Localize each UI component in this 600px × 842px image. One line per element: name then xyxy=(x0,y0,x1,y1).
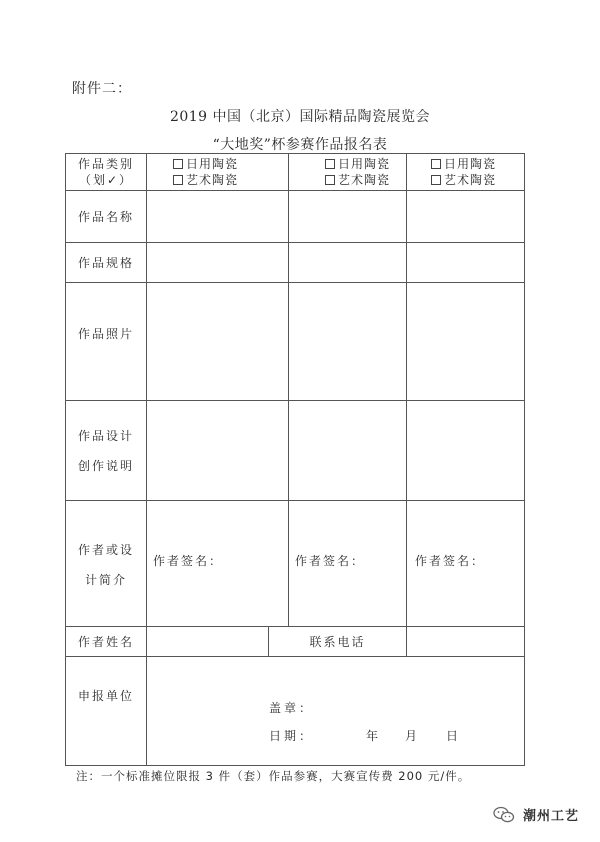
option-label: 日用陶瓷 xyxy=(186,157,239,171)
category-option-art[interactable] xyxy=(407,172,524,188)
seal-label: 盖章： xyxy=(269,701,315,715)
year-label: 年 xyxy=(366,729,382,743)
category-label xyxy=(66,154,147,191)
category-label-line2: （划✓） xyxy=(78,173,134,187)
designer-bio-field[interactable] xyxy=(407,501,525,627)
designer-bio-field[interactable] xyxy=(289,501,407,627)
option-label: 艺术陶瓷 xyxy=(186,173,239,187)
document-subtitle: “大地奖”杯参赛作品报名表 xyxy=(212,137,388,153)
category-option-art[interactable] xyxy=(289,172,406,188)
work-spec-row xyxy=(66,243,525,283)
design-desc-field[interactable] xyxy=(407,401,525,501)
option-label: 艺术陶瓷 xyxy=(338,173,391,187)
author-signature-label: 作者签名： xyxy=(153,553,224,568)
category-cell-1 xyxy=(147,154,289,191)
work-spec-field[interactable] xyxy=(147,243,289,283)
wechat-icon xyxy=(493,806,515,824)
category-cell-2 xyxy=(289,154,407,191)
work-spec-field[interactable] xyxy=(407,243,525,283)
work-photo-field[interactable] xyxy=(147,283,289,401)
option-label: 艺术陶瓷 xyxy=(444,173,497,187)
work-photo-field[interactable] xyxy=(289,283,407,401)
author-name-label: 作者姓名 xyxy=(66,627,147,657)
author-signature-label: 作者签名： xyxy=(295,553,366,568)
author-name-field[interactable] xyxy=(147,627,269,657)
month-label: 月 xyxy=(405,729,421,743)
account-name: 潮州工艺 xyxy=(523,809,580,824)
document-title: 2019 中国（北京）国际精品陶瓷展览会 xyxy=(169,109,431,125)
category-option-daily[interactable] xyxy=(407,156,524,172)
work-name-field[interactable] xyxy=(289,191,407,243)
category-label-line1: 作品类别 xyxy=(77,157,134,171)
author-contact-row xyxy=(66,627,525,657)
work-photo-label: 作品照片 xyxy=(66,283,147,401)
category-cell-3 xyxy=(407,154,525,191)
work-name-row xyxy=(66,191,525,243)
designer-bio-line2: 计简介 xyxy=(84,573,127,587)
unit-field[interactable] xyxy=(147,657,525,766)
designer-bio-line1: 作者或设 xyxy=(77,543,134,557)
designer-bio-label xyxy=(66,501,147,627)
work-spec-field[interactable] xyxy=(289,243,407,283)
category-row xyxy=(66,154,525,191)
design-desc-row xyxy=(66,401,525,501)
unit-row xyxy=(66,657,525,766)
attachment-label: 附件二： xyxy=(72,81,132,97)
footnote: 注：一个标准摊位限报 3 件（套）作品参赛，大赛宣传费 200 元/件。 xyxy=(76,769,471,783)
option-label: 日用陶瓷 xyxy=(338,157,391,171)
work-name-label: 作品名称 xyxy=(66,191,147,243)
design-desc-field[interactable] xyxy=(289,401,407,501)
date-label: 日期： xyxy=(269,729,315,743)
checkbox-icon[interactable] xyxy=(431,175,441,185)
design-desc-line2: 创作说明 xyxy=(77,458,134,473)
work-spec-label: 作品规格 xyxy=(66,243,147,283)
designer-bio-row xyxy=(66,501,525,627)
wechat-account-badge xyxy=(493,805,579,824)
design-desc-label xyxy=(66,401,147,501)
author-signature-label: 作者签名： xyxy=(415,553,486,568)
work-photo-row xyxy=(66,283,525,401)
checkbox-icon[interactable] xyxy=(173,175,183,185)
option-label: 日用陶瓷 xyxy=(444,157,497,171)
category-option-art[interactable] xyxy=(147,172,288,188)
unit-label: 申报单位 xyxy=(66,657,147,766)
work-photo-field[interactable] xyxy=(407,283,525,401)
category-option-daily[interactable] xyxy=(147,156,288,172)
checkbox-icon[interactable] xyxy=(173,159,183,169)
checkbox-icon[interactable] xyxy=(325,175,335,185)
checkbox-icon[interactable] xyxy=(325,159,335,169)
work-name-field[interactable] xyxy=(147,191,289,243)
contact-phone-field[interactable] xyxy=(407,627,525,657)
registration-form-table xyxy=(65,153,525,766)
contact-phone-label: 联系电话 xyxy=(269,627,407,657)
work-name-field[interactable] xyxy=(407,191,525,243)
date-line xyxy=(269,727,461,744)
category-option-daily[interactable] xyxy=(289,156,406,172)
design-desc-field[interactable] xyxy=(147,401,289,501)
checkbox-icon[interactable] xyxy=(431,159,441,169)
design-desc-line1: 作品设计 xyxy=(77,428,134,443)
designer-bio-field[interactable] xyxy=(147,501,289,627)
day-label: 日 xyxy=(446,729,462,743)
